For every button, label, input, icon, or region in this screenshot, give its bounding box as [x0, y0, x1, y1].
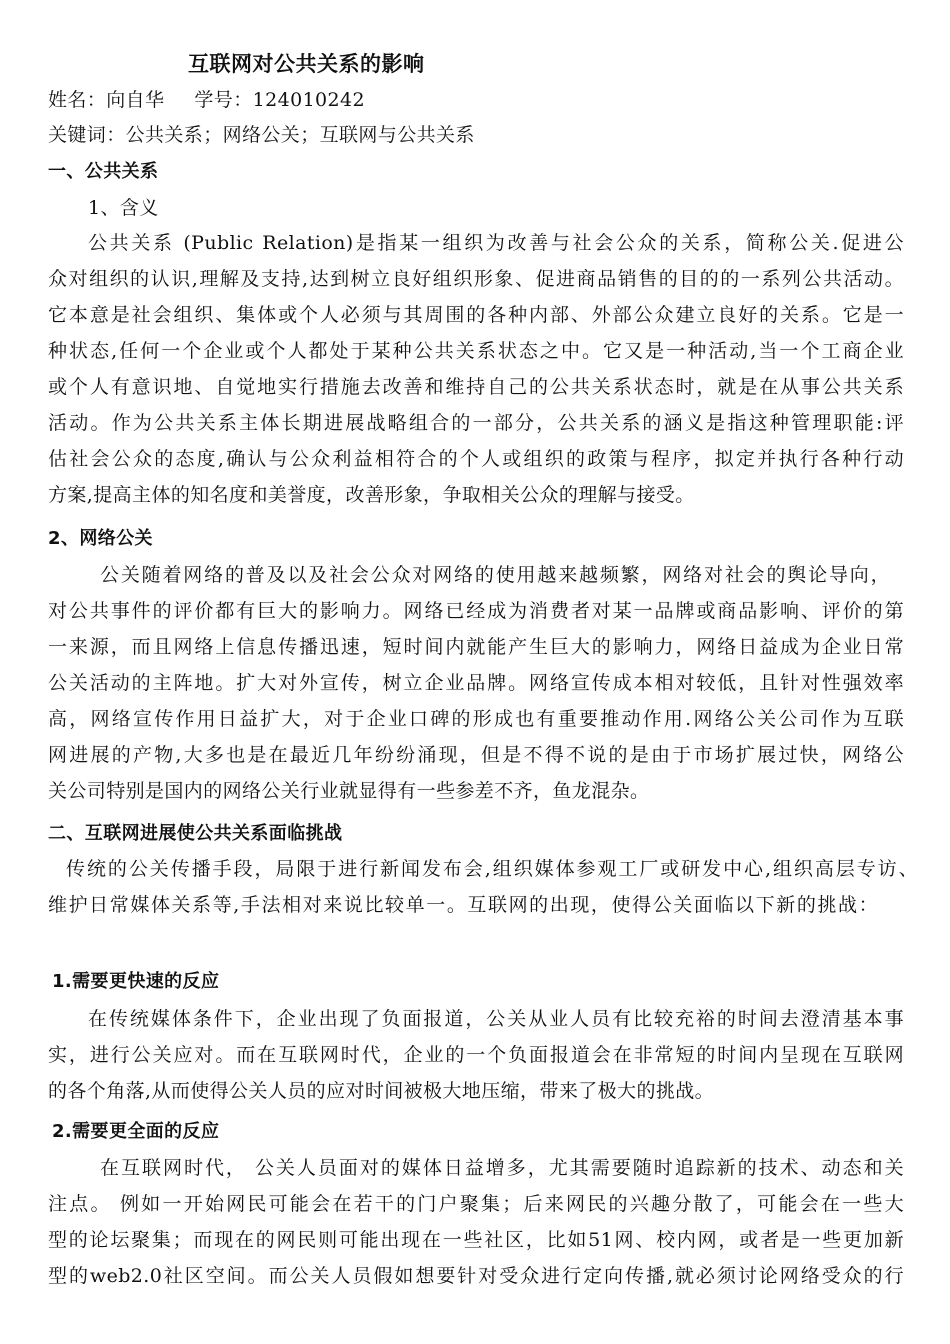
student-id-label: 学号： [194, 89, 253, 111]
paragraph-line: 实，进行公关应对。而在互联网时代，企业的一个负面报道会在非常短的时间内呈现在互联网 [48, 1044, 904, 1066]
paragraph-line: 高，网络宣传作用日益扩大，对于企业口碑的形成也有重要推动作用.网络公关公司作为互联 [48, 708, 904, 730]
subheading-comprehensive-response: 2.需要更全面的反应 [52, 1121, 220, 1142]
author-line [48, 88, 365, 112]
section-heading-internet-challenges: 二、互联网进展使公共关系面临挑战 [48, 823, 343, 844]
student-id: 124010242 [252, 89, 366, 111]
author-name: 向自华 [106, 89, 165, 111]
paragraph-line: 估社会公众的态度,确认与公众利益相符合的个人或组织的政策与程序，拟定并执行各种行动 [48, 448, 904, 470]
subheading-faster-response: 1.需要更快速的反应 [52, 971, 220, 992]
paragraph-line: 维护日常媒体关系等,手法相对来说比较单一。互联网的出现，使得公关面临以下新的挑战： [48, 894, 878, 916]
section-heading-public-relations: 一、公共关系 [48, 161, 159, 182]
paragraph-line: 在传统媒体条件下，企业出现了负面报道，公关从业人员有比较充裕的时间去澄清基本事 [88, 1008, 904, 1030]
paragraph-line: 在互联网时代， 公关人员面对的媒体日益增多，尤其需要随时追踪新的技术、动态和关 [100, 1157, 904, 1179]
paragraph-line: 关公司特别是国内的网络公关行业就显得有一些参差不齐，鱼龙混杂。 [48, 780, 650, 802]
paragraph-line: 注点。 例如一开始网民可能会在若干的门户聚集；后来网民的兴趣分散了，可能会在一些大 [48, 1193, 904, 1215]
paragraph-line: 型的论坛聚集；而现在的网民则可能出现在一些社区，比如51网、校内网，或者是一些更加新 [48, 1229, 904, 1251]
subheading-definition: 1、含义 [88, 197, 159, 219]
paragraph-line: 公关活动的主阵地。扩大对外宣传，树立企业品牌。网络宣传成本相对较低，且针对性强效率 [48, 672, 904, 694]
paragraph-line: 传统的公关传播手段，局限于进行新闻发布会,组织媒体参观工厂或研发中心,组织高层专访、 [66, 858, 918, 880]
paragraph-line: 型的web2.0社区空间。而公关人员假如想要针对受众进行定向传播,就必须讨论网络受众的行 [48, 1265, 904, 1287]
subheading-network-pr: 2、网络公关 [48, 528, 153, 549]
paragraph-line: 或个人有意识地、自觉地实行措施去改善和维持自己的公共关系状态时，就是在从事公共关系 [48, 376, 904, 398]
paragraph-line: 公共关系 (Public Relation)是指某一组织为改善与社会公众的关系，简称公关.促进公 [88, 232, 904, 254]
paragraph-line: 一来源，而且网络上信息传播迅速，短时间内就能产生巨大的影响力，网络日益成为企业日常 [48, 636, 904, 658]
paragraph-line: 网进展的产物,大多也是在最近几年纷纷涌现，但是不得不说的是由于市场扩展过快，网络公 [48, 744, 904, 766]
paragraph-line: 公关随着网络的普及以及社会公众对网络的使用越来越频繁，网络对社会的舆论导向， [100, 564, 890, 586]
keywords-line: 关键词：公共关系；网络公关；互联网与公共关系 [48, 124, 475, 146]
document-title: 互联网对公共关系的影响 [188, 52, 425, 76]
paragraph-line: 的各个角落,从而使得公关人员的应对时间被极大地压缩，带来了极大的挑战。 [48, 1080, 715, 1102]
paragraph-line: 它本意是社会组织、集体或个人必须与其周围的各种内部、外部公众建立良好的关系。它是一 [48, 304, 904, 326]
paragraph-line: 活动。作为公共关系主体长期进展战略组合的一部分，公共关系的涵义是指这种管理职能:评 [48, 412, 904, 434]
paragraph-line: 众对组织的认识,理解及支持,达到树立良好组织形象、促进商品销售的目的的一系列公共活动。 [48, 268, 904, 290]
paragraph-line: 对公共事件的评价都有巨大的影响力。网络已经成为消费者对某一品牌或商品影响、评价的第 [48, 600, 904, 622]
paragraph-line: 种状态,任何一个企业或个人都处于某种公共关系状态之中。它又是一种活动,当一个工商企业 [48, 340, 904, 362]
paragraph-line: 方案,提高主体的知名度和美誉度，改善形象，争取相关公众的理解与接受。 [48, 484, 695, 506]
name-label: 姓名： [48, 89, 107, 111]
